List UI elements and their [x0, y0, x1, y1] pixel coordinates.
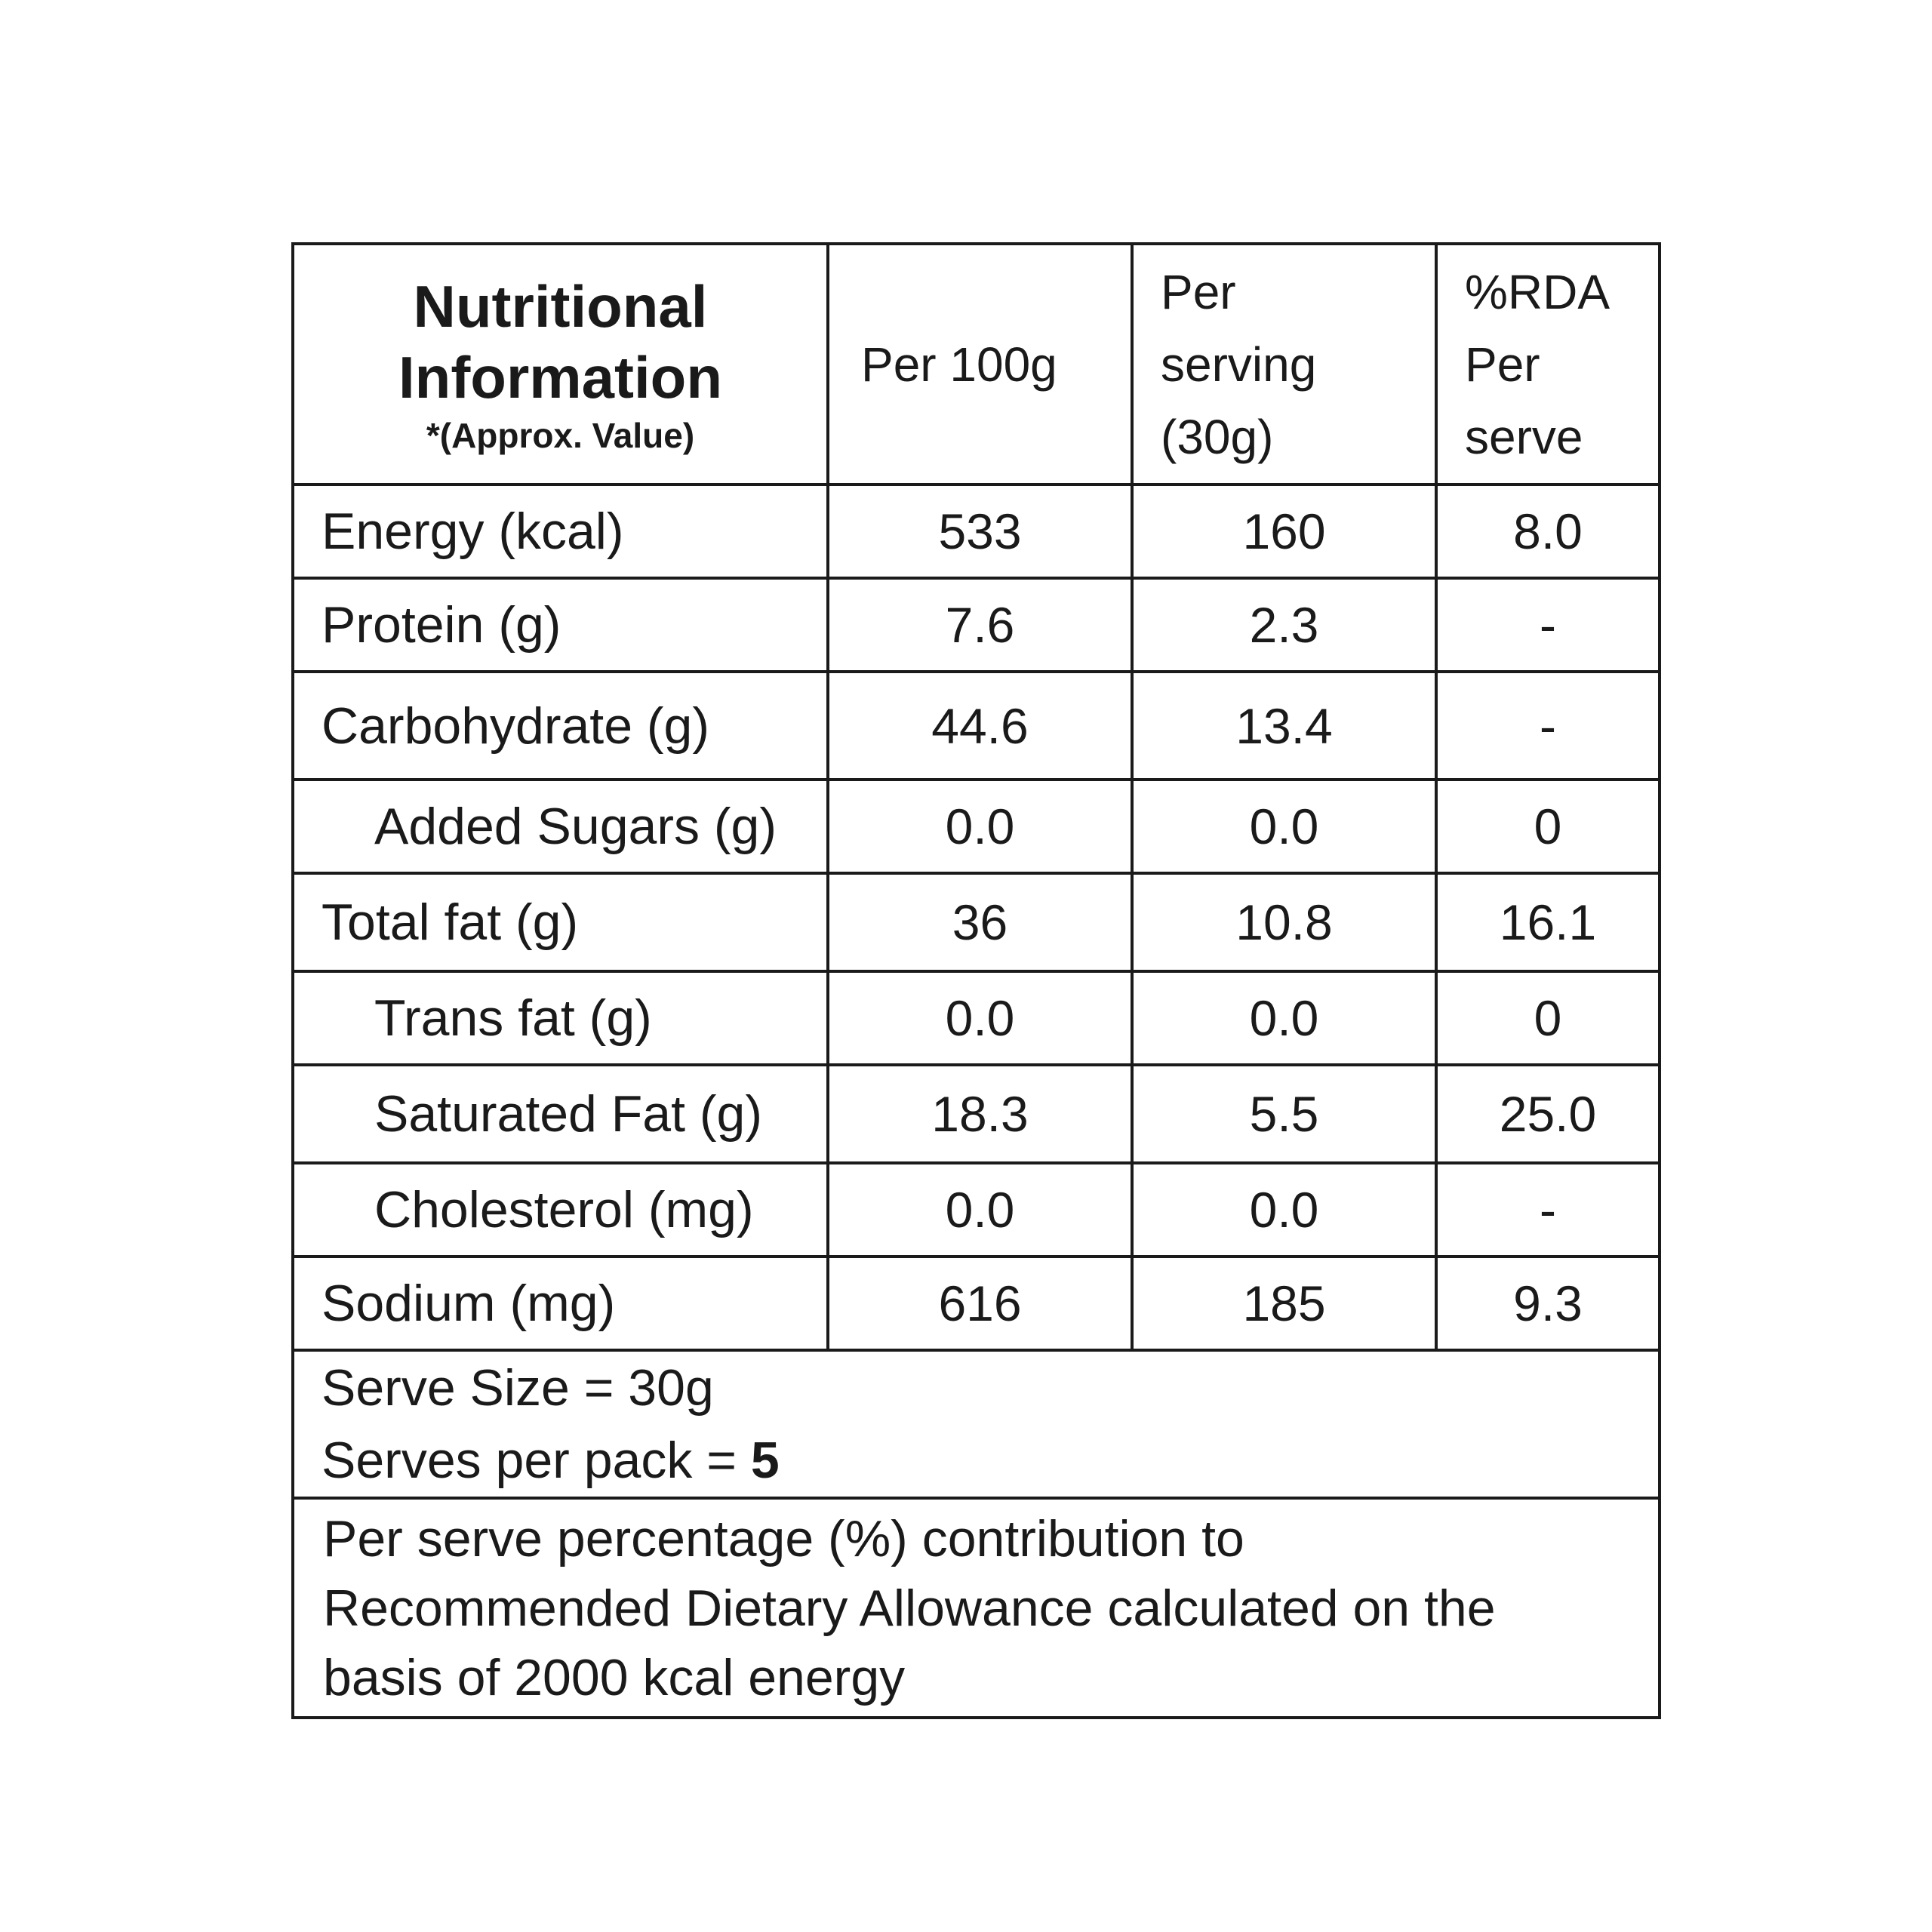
header-rda	[1436, 244, 1660, 485]
rda-value: -	[1436, 672, 1660, 780]
rda-value: 9.3	[1436, 1257, 1660, 1350]
per-serve-value: 0.0	[1132, 780, 1436, 873]
header-row	[293, 244, 1660, 485]
table-row	[293, 1257, 1660, 1350]
nutrient-name: Sodium (mg)	[293, 1257, 828, 1350]
rda-value: -	[1436, 1163, 1660, 1257]
per-serve-value: 0.0	[1132, 1163, 1436, 1257]
per-serve-value: 185	[1132, 1257, 1436, 1350]
header-per-serving-line: (30g)	[1161, 409, 1274, 464]
header-per-serving-line: serving	[1161, 337, 1317, 392]
header-rda-line: Per	[1465, 337, 1540, 392]
nutrient-name: Total fat (g)	[293, 873, 828, 971]
nutrient-name: Trans fat (g)	[293, 971, 828, 1065]
serve-info-row	[293, 1350, 1660, 1498]
per-serve-value: 0.0	[1132, 971, 1436, 1065]
nutrient-name: Added Sugars (g)	[293, 780, 828, 873]
nutrient-name: Energy (kcal)	[293, 485, 828, 578]
serve-info-cell	[293, 1350, 1660, 1498]
serve-size-text: Serve Size = 30g	[321, 1359, 714, 1417]
header-title-line1: Nutritional	[413, 272, 708, 340]
serves-per-pack-value: 5	[750, 1432, 780, 1489]
header-per-serving	[1132, 244, 1436, 485]
rda-note-line: basis of 2000 kcal energy	[323, 1648, 906, 1706]
table-row	[293, 672, 1660, 780]
table-row	[293, 1163, 1660, 1257]
rda-value: 16.1	[1436, 873, 1660, 971]
table-row	[293, 485, 1660, 578]
per-100g-value: 0.0	[828, 971, 1132, 1065]
rda-value: 0	[1436, 780, 1660, 873]
header-title-note: *(Approx. Value)	[426, 415, 695, 455]
rda-value: 0	[1436, 971, 1660, 1065]
per-serve-value: 2.3	[1132, 578, 1436, 672]
per-100g-value: 44.6	[828, 672, 1132, 780]
rda-note-line: Per serve percentage (%) contribution to	[323, 1509, 1244, 1567]
serves-per-pack-line	[321, 1424, 1658, 1497]
header-rda-line: %RDA	[1465, 264, 1611, 319]
nutrient-name: Carbohydrate (g)	[293, 672, 828, 780]
per-100g-value: 7.6	[828, 578, 1132, 672]
per-100g-value: 0.0	[828, 1163, 1132, 1257]
header-rda-line: serve	[1465, 409, 1583, 464]
table-row	[293, 873, 1660, 971]
nutrition-table	[291, 242, 1661, 1719]
table-row	[293, 780, 1660, 873]
nutrient-name: Saturated Fat (g)	[293, 1065, 828, 1163]
table-row	[293, 578, 1660, 672]
header-per-100g: Per 100g	[828, 244, 1132, 485]
rda-value: 25.0	[1436, 1065, 1660, 1163]
per-100g-value: 36	[828, 873, 1132, 971]
rda-value: 8.0	[1436, 485, 1660, 578]
per-serve-value: 10.8	[1132, 873, 1436, 971]
per-100g-value: 533	[828, 485, 1132, 578]
header-title-cell	[293, 244, 828, 485]
header-title-line2: Information	[398, 343, 722, 411]
serves-per-pack-label: Serves per pack =	[321, 1432, 751, 1489]
per-serve-value: 160	[1132, 485, 1436, 578]
table-row	[293, 1065, 1660, 1163]
per-100g-value: 18.3	[828, 1065, 1132, 1163]
per-100g-value: 616	[828, 1257, 1132, 1350]
per-serve-value: 13.4	[1132, 672, 1436, 780]
rda-note-cell	[293, 1498, 1660, 1718]
nutrient-name: Protein (g)	[293, 578, 828, 672]
per-serve-value: 5.5	[1132, 1065, 1436, 1163]
rda-note-line: Recommended Dietary Allowance calculated on the	[323, 1579, 1496, 1637]
nutrient-name: Cholesterol (mg)	[293, 1163, 828, 1257]
table-row	[293, 971, 1660, 1065]
rda-value: -	[1436, 578, 1660, 672]
header-per-serving-line: Per	[1161, 264, 1236, 319]
per-100g-value: 0.0	[828, 780, 1132, 873]
rda-note-row	[293, 1498, 1660, 1718]
